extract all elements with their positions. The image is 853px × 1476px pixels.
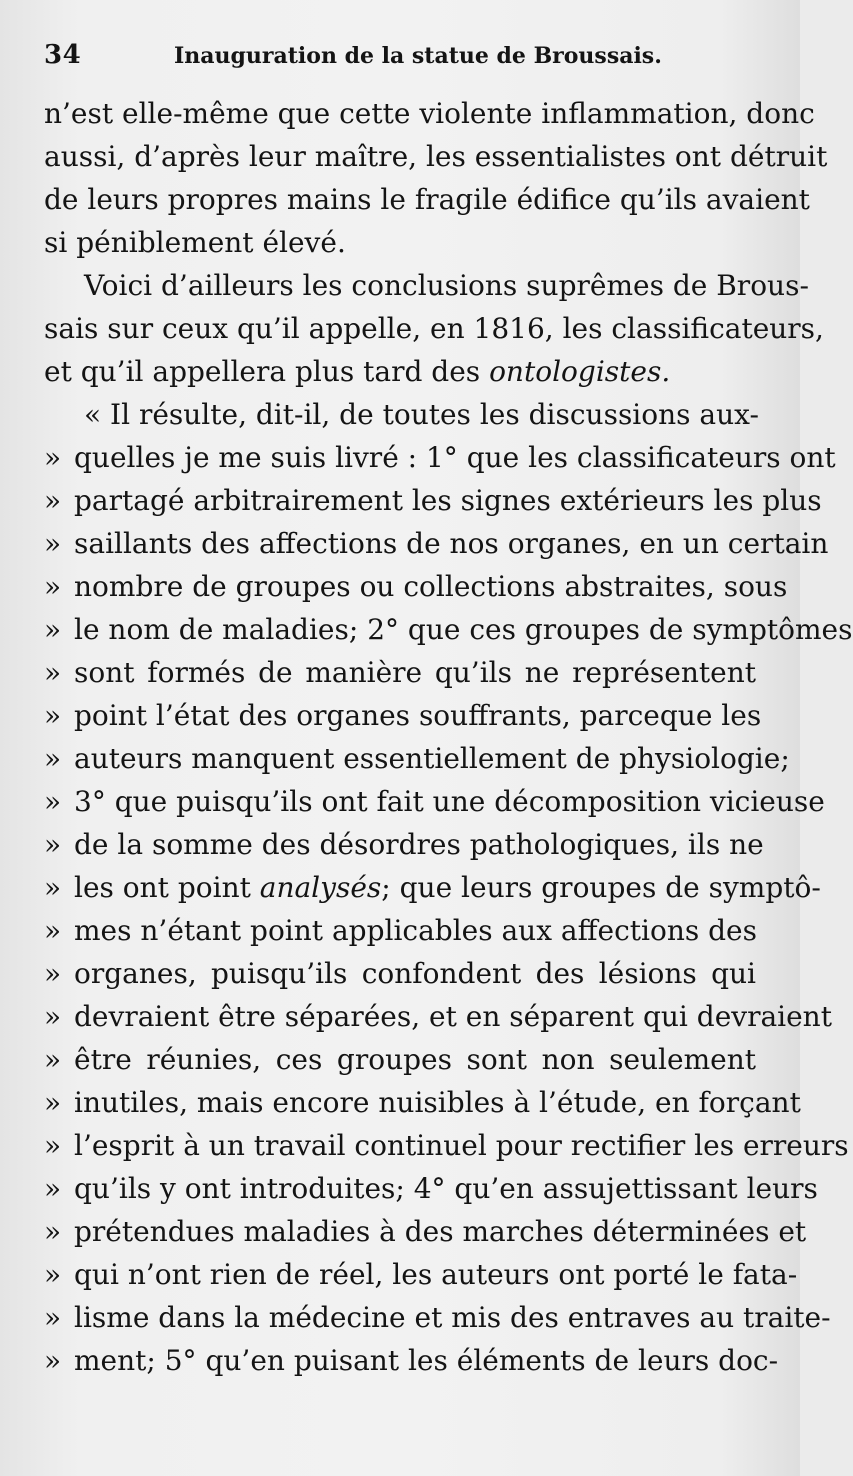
quote-mark: » [44,656,62,689]
quote-line [44,1081,801,1124]
quote-mark: » [44,914,62,947]
page-header [44,40,748,80]
quote-line [44,1038,756,1081]
quote-mark: » [44,527,62,560]
text-fragment: être réunies, ces groupes sont non seulement [74,1043,756,1076]
quote-mark: » [44,742,62,775]
quote-line [44,1296,831,1339]
quote-mark: » [44,699,62,732]
text-line: si péniblement élevé. [44,226,346,259]
text-line [44,350,756,393]
quote-line [44,479,822,522]
quote-mark: » [44,613,62,646]
quote-mark: » [44,1086,62,1119]
quote-mark: » [44,484,62,517]
quote-line [44,608,853,651]
quote-mark: » [44,1043,62,1076]
quote-line [44,1124,849,1167]
text-line: Voici d’ailleurs les conclusions suprêmes de Brous- [84,269,809,302]
italic-term: ontologistes. [489,355,671,388]
text-line: sais sur ceux qu’il appelle, en 1816, les classificateurs, [44,312,824,345]
quote-mark: » [44,570,62,603]
quote-line [44,909,756,952]
text-fragment: sont formés de manière qu’ils ne représentent [74,656,756,689]
body-text [44,92,853,1382]
text-fragment: et qu’il appellera plus tard des [44,355,481,388]
quote-mark: » [44,1000,62,1033]
text-fragment: ment; 5° qu’en puisant les éléments de leurs doc- [74,1344,779,1377]
quote-line [44,1339,779,1382]
running-title: Inauguration de la statue de Broussais. [174,43,662,69]
quote-line [44,780,825,823]
quote-mark: » [44,1258,62,1291]
text-fragment: auteurs manquent essentiellement de physiologie; [74,742,790,775]
text-fragment: qu’ils y ont introduites; 4° qu’en assujettissant leurs [74,1172,818,1205]
text-fragment: inutiles, mais encore nuisibles à l’étude, en forçant [74,1086,801,1119]
text-fragment: mes n’étant point applicables aux affections des [74,914,757,947]
text-fragment: 3° que puisqu’ils ont fait une décomposition vicieuse [74,785,825,818]
quote-mark: » [44,828,62,861]
quote-mark: » [44,1301,62,1334]
italic-term: analysés [259,871,382,904]
text-fragment: qui n’ont rien de réel, les auteurs ont porté le fata- [74,1258,798,1291]
text-fragment: ; que leurs groupes de symptô- [381,871,821,904]
text-fragment: le nom de maladies; 2° que ces groupes de symptômes [74,613,853,646]
quote-line [44,522,829,565]
quote-mark: » [44,785,62,818]
text-fragment: l’esprit à un travail continuel pour rectifier les erreurs [74,1129,849,1162]
quote-mark: » [44,871,62,904]
text-fragment: saillants des affections de nos organes, en un certain [74,527,829,560]
text-fragment: point l’état des organes souffrants, parceque les [74,699,762,732]
text-line: aussi, d’après leur maître, les essentialistes ont détruit [44,140,828,173]
quote-mark: » [44,1172,62,1205]
quote-mark: » [44,1215,62,1248]
quote-line: « Il résulte, dit-il, de toutes les discussions aux- [84,398,759,431]
text-fragment: de la somme des désordres pathologiques, ils ne [74,828,764,861]
text-fragment: quelles je me suis livré : 1° que les classificateurs ont [74,441,836,474]
text-fragment: nombre de groupes ou collections abstraites, sous [74,570,788,603]
quote-mark: » [44,441,62,474]
quote-line [44,1253,798,1296]
quote-line [44,565,788,608]
quote-line [44,952,756,995]
text-fragment: devraient être séparées, et en séparent qui devraient [74,1000,832,1033]
quote-mark: » [44,1344,62,1377]
text-fragment: partagé arbitrairement les signes extérieurs les plus [74,484,822,517]
quote-line [44,823,764,866]
quote-line [44,436,836,479]
text-line: de leurs propres mains le fragile édifice qu’ils avaient [44,183,810,216]
text-fragment: les ont point [74,871,251,904]
page-number: 34 [44,40,82,70]
quote-line [44,737,790,780]
text-line: n’est elle-même que cette violente inflammation, donc [44,97,815,130]
quote-line [44,995,832,1038]
quote-line [44,694,762,737]
quote-line [44,651,756,694]
text-fragment: prétendues maladies à des marches déterminées et [74,1215,807,1248]
text-fragment: lisme dans la médecine et mis des entraves au traite- [74,1301,831,1334]
quote-line [44,866,821,909]
quote-line [44,1210,807,1253]
quote-line [44,1167,818,1210]
text-fragment: organes, puisqu’ils confondent des lésions qui [74,957,756,990]
quote-mark: » [44,1129,62,1162]
quote-mark: » [44,957,62,990]
